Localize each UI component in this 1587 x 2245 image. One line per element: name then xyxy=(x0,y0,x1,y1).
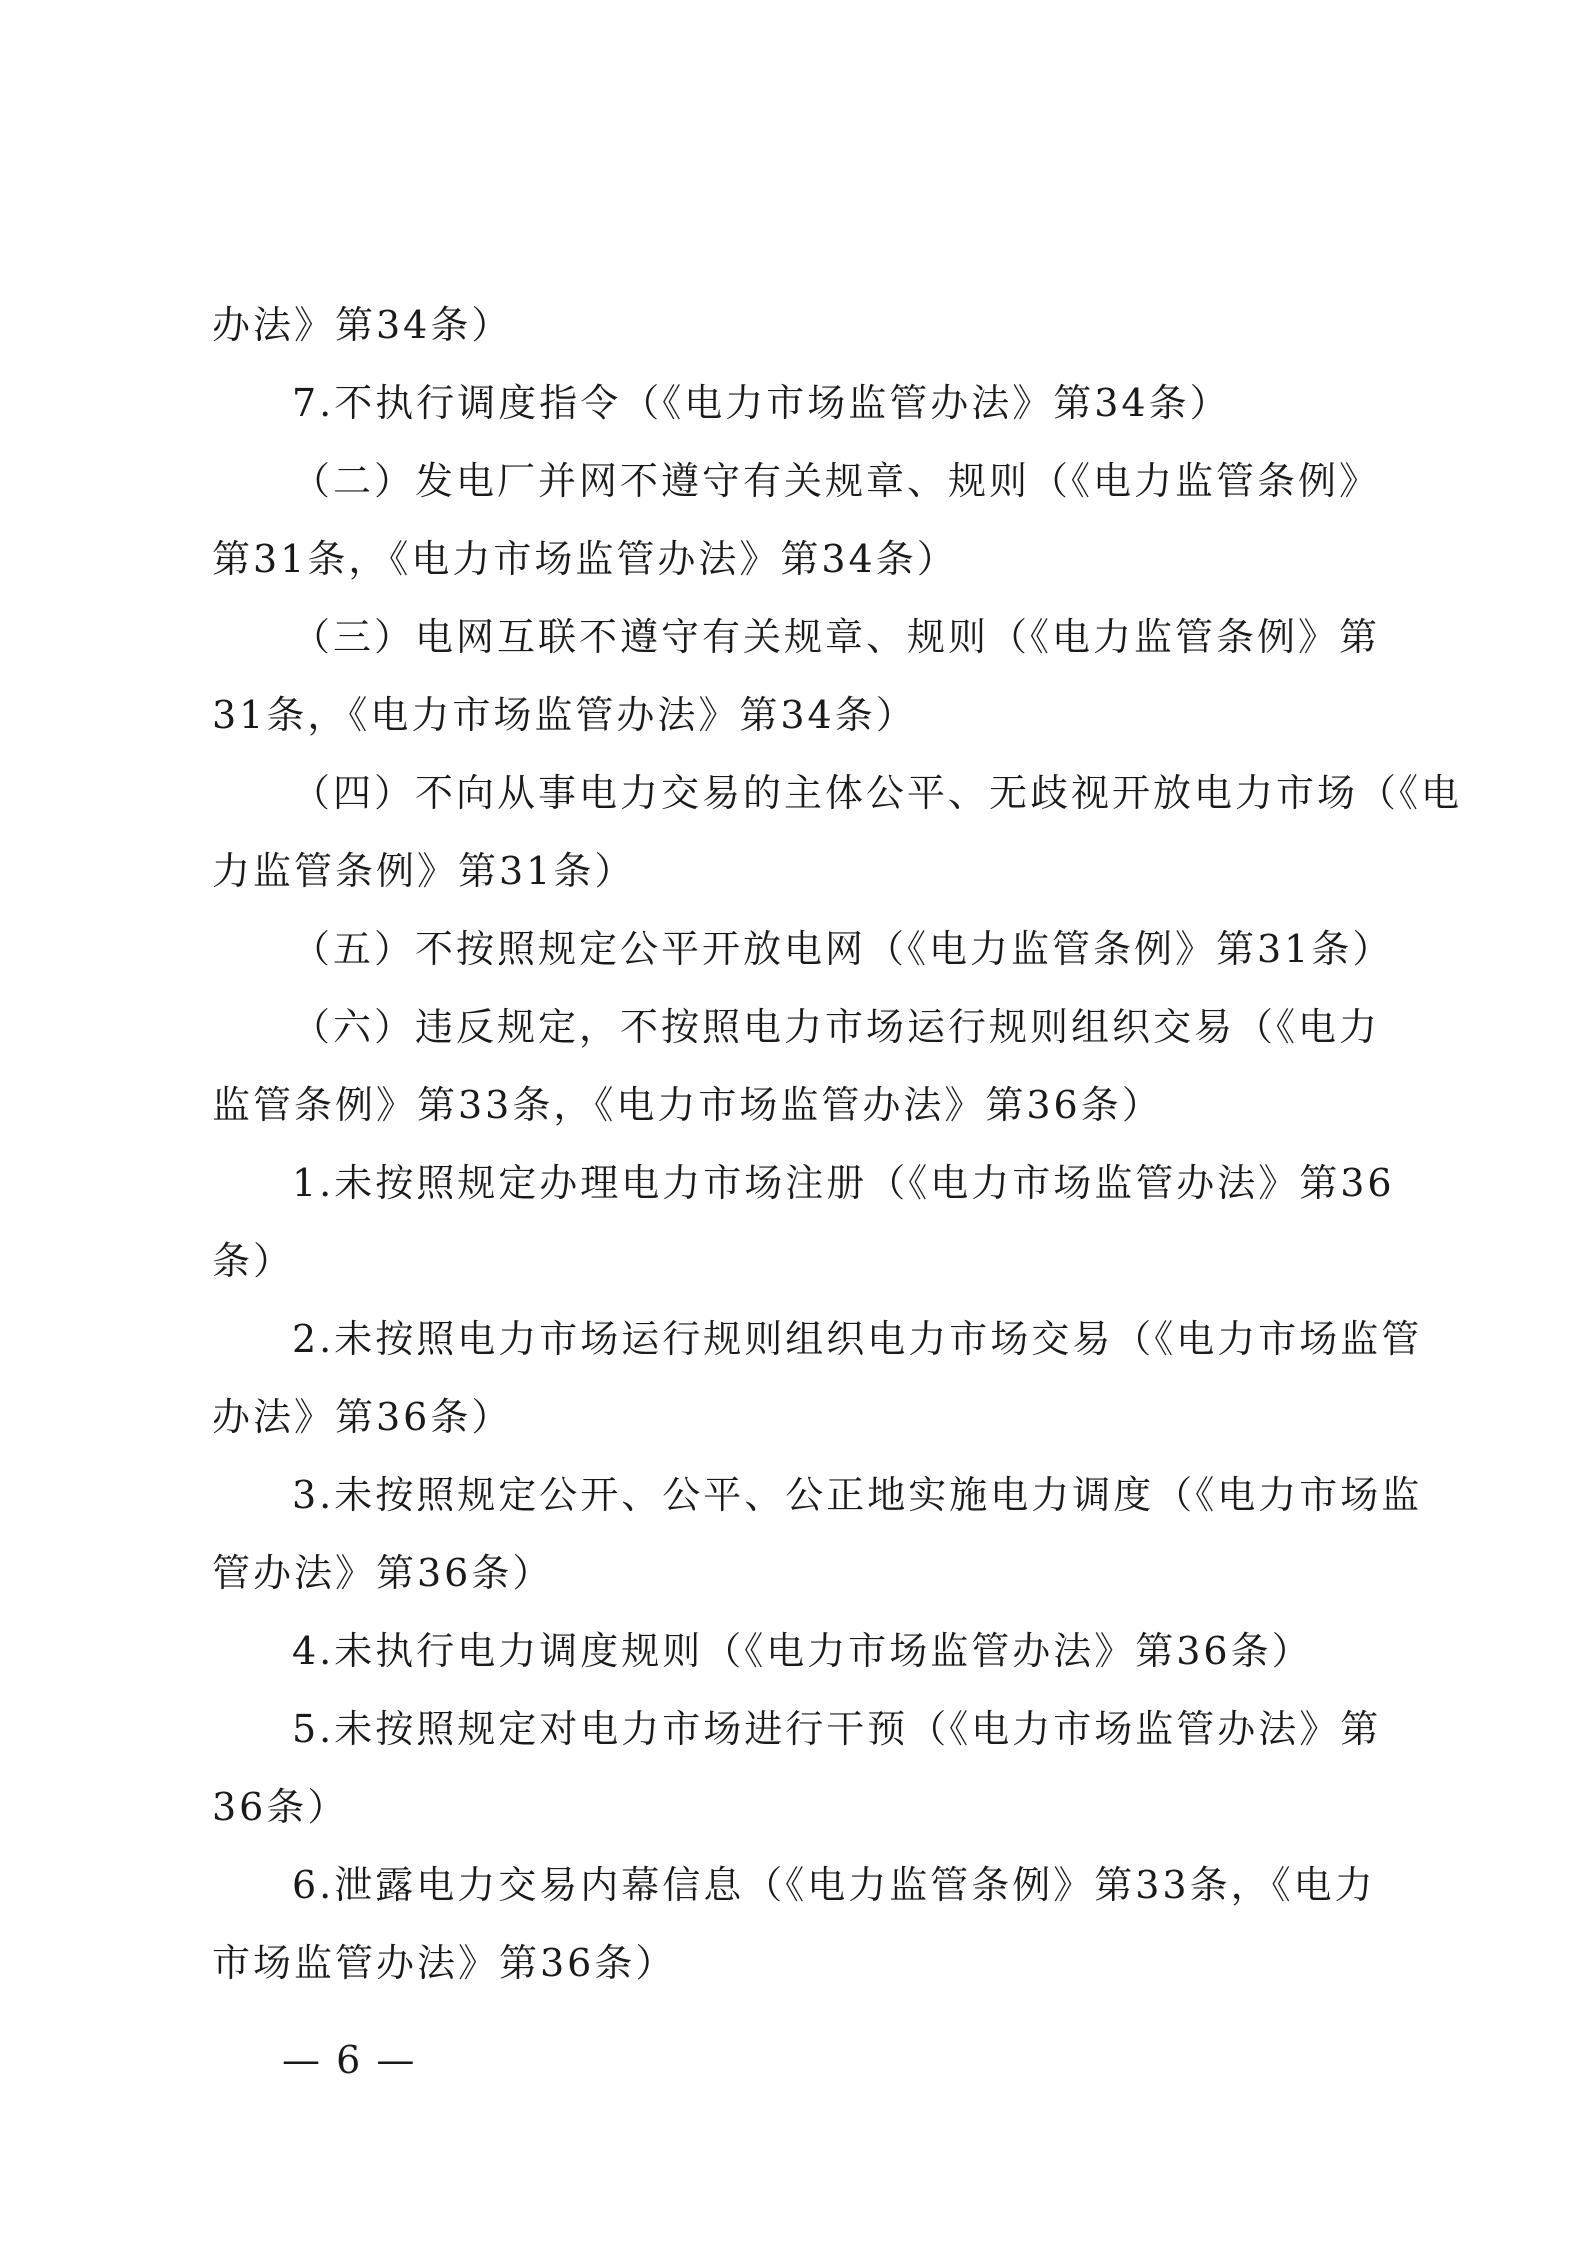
text-line-section-5: （五）不按照规定公平开放电网（《电力监管条例》第31条） xyxy=(292,927,1394,971)
text-line-item-7: 7.不执行调度指令（《电力市场监管办法》第34条） xyxy=(292,381,1231,425)
text-line-item-1-cont: 条） xyxy=(212,1239,295,1283)
text-line-section-4-cont: 力监管条例》第31条） xyxy=(212,849,636,893)
text-line-item-3: 3.未按照规定公开、公平、公正地实施电力调度（《电力市场监 xyxy=(292,1473,1423,1517)
text-line-item-5-cont: 36条） xyxy=(212,1785,349,1829)
text-line-section-2: （二）发电厂并网不遵守有关规章、规则（《电力监管条例》 xyxy=(292,459,1381,503)
text-line-continuation: 办法》第34条） xyxy=(212,303,513,347)
text-line-section-3: （三）电网互联不遵守有关规章、规则（《电力监管条例》第 xyxy=(292,615,1381,659)
text-line-item-5: 5.未按照规定对电力市场进行干预（《电力市场监管办法》第 xyxy=(292,1707,1382,1751)
text-line-section-6-cont: 监管条例》第33条，《电力市场监管办法》第36条） xyxy=(212,1083,1163,1127)
text-line-section-6: （六）违反规定，不按照电力市场运行规则组织交易（《电力 xyxy=(292,1005,1381,1049)
text-line-item-2: 2.未按照电力市场运行规则组织电力市场交易（《电力市场监管 xyxy=(292,1317,1423,1361)
text-line-item-3-cont: 管办法》第36条） xyxy=(212,1551,554,1595)
text-line-item-1: 1.未按照规定办理电力市场注册（《电力市场监管办法》第36 xyxy=(292,1161,1395,1205)
text-line-section-4: （四）不向从事电力交易的主体公平、无歧视开放电力市场（《电 xyxy=(292,771,1463,815)
text-line-item-6: 6.泄露电力交易内幕信息（《电力监管条例》第33条，《电力 xyxy=(292,1863,1376,1907)
text-line-section-2-cont: 第31条，《电力市场监管办法》第34条） xyxy=(212,537,958,581)
text-line-item-6-cont: 市场监管办法》第36条） xyxy=(212,1941,677,1985)
text-line-section-3-cont: 31条，《电力市场监管办法》第34条） xyxy=(212,693,917,737)
text-line-item-4: 4.未执行电力调度规则（《电力市场监管办法》第36条） xyxy=(292,1629,1313,1673)
page-number: — 6 — xyxy=(282,2038,417,2082)
text-line-item-2-cont: 办法》第36条） xyxy=(212,1395,513,1439)
